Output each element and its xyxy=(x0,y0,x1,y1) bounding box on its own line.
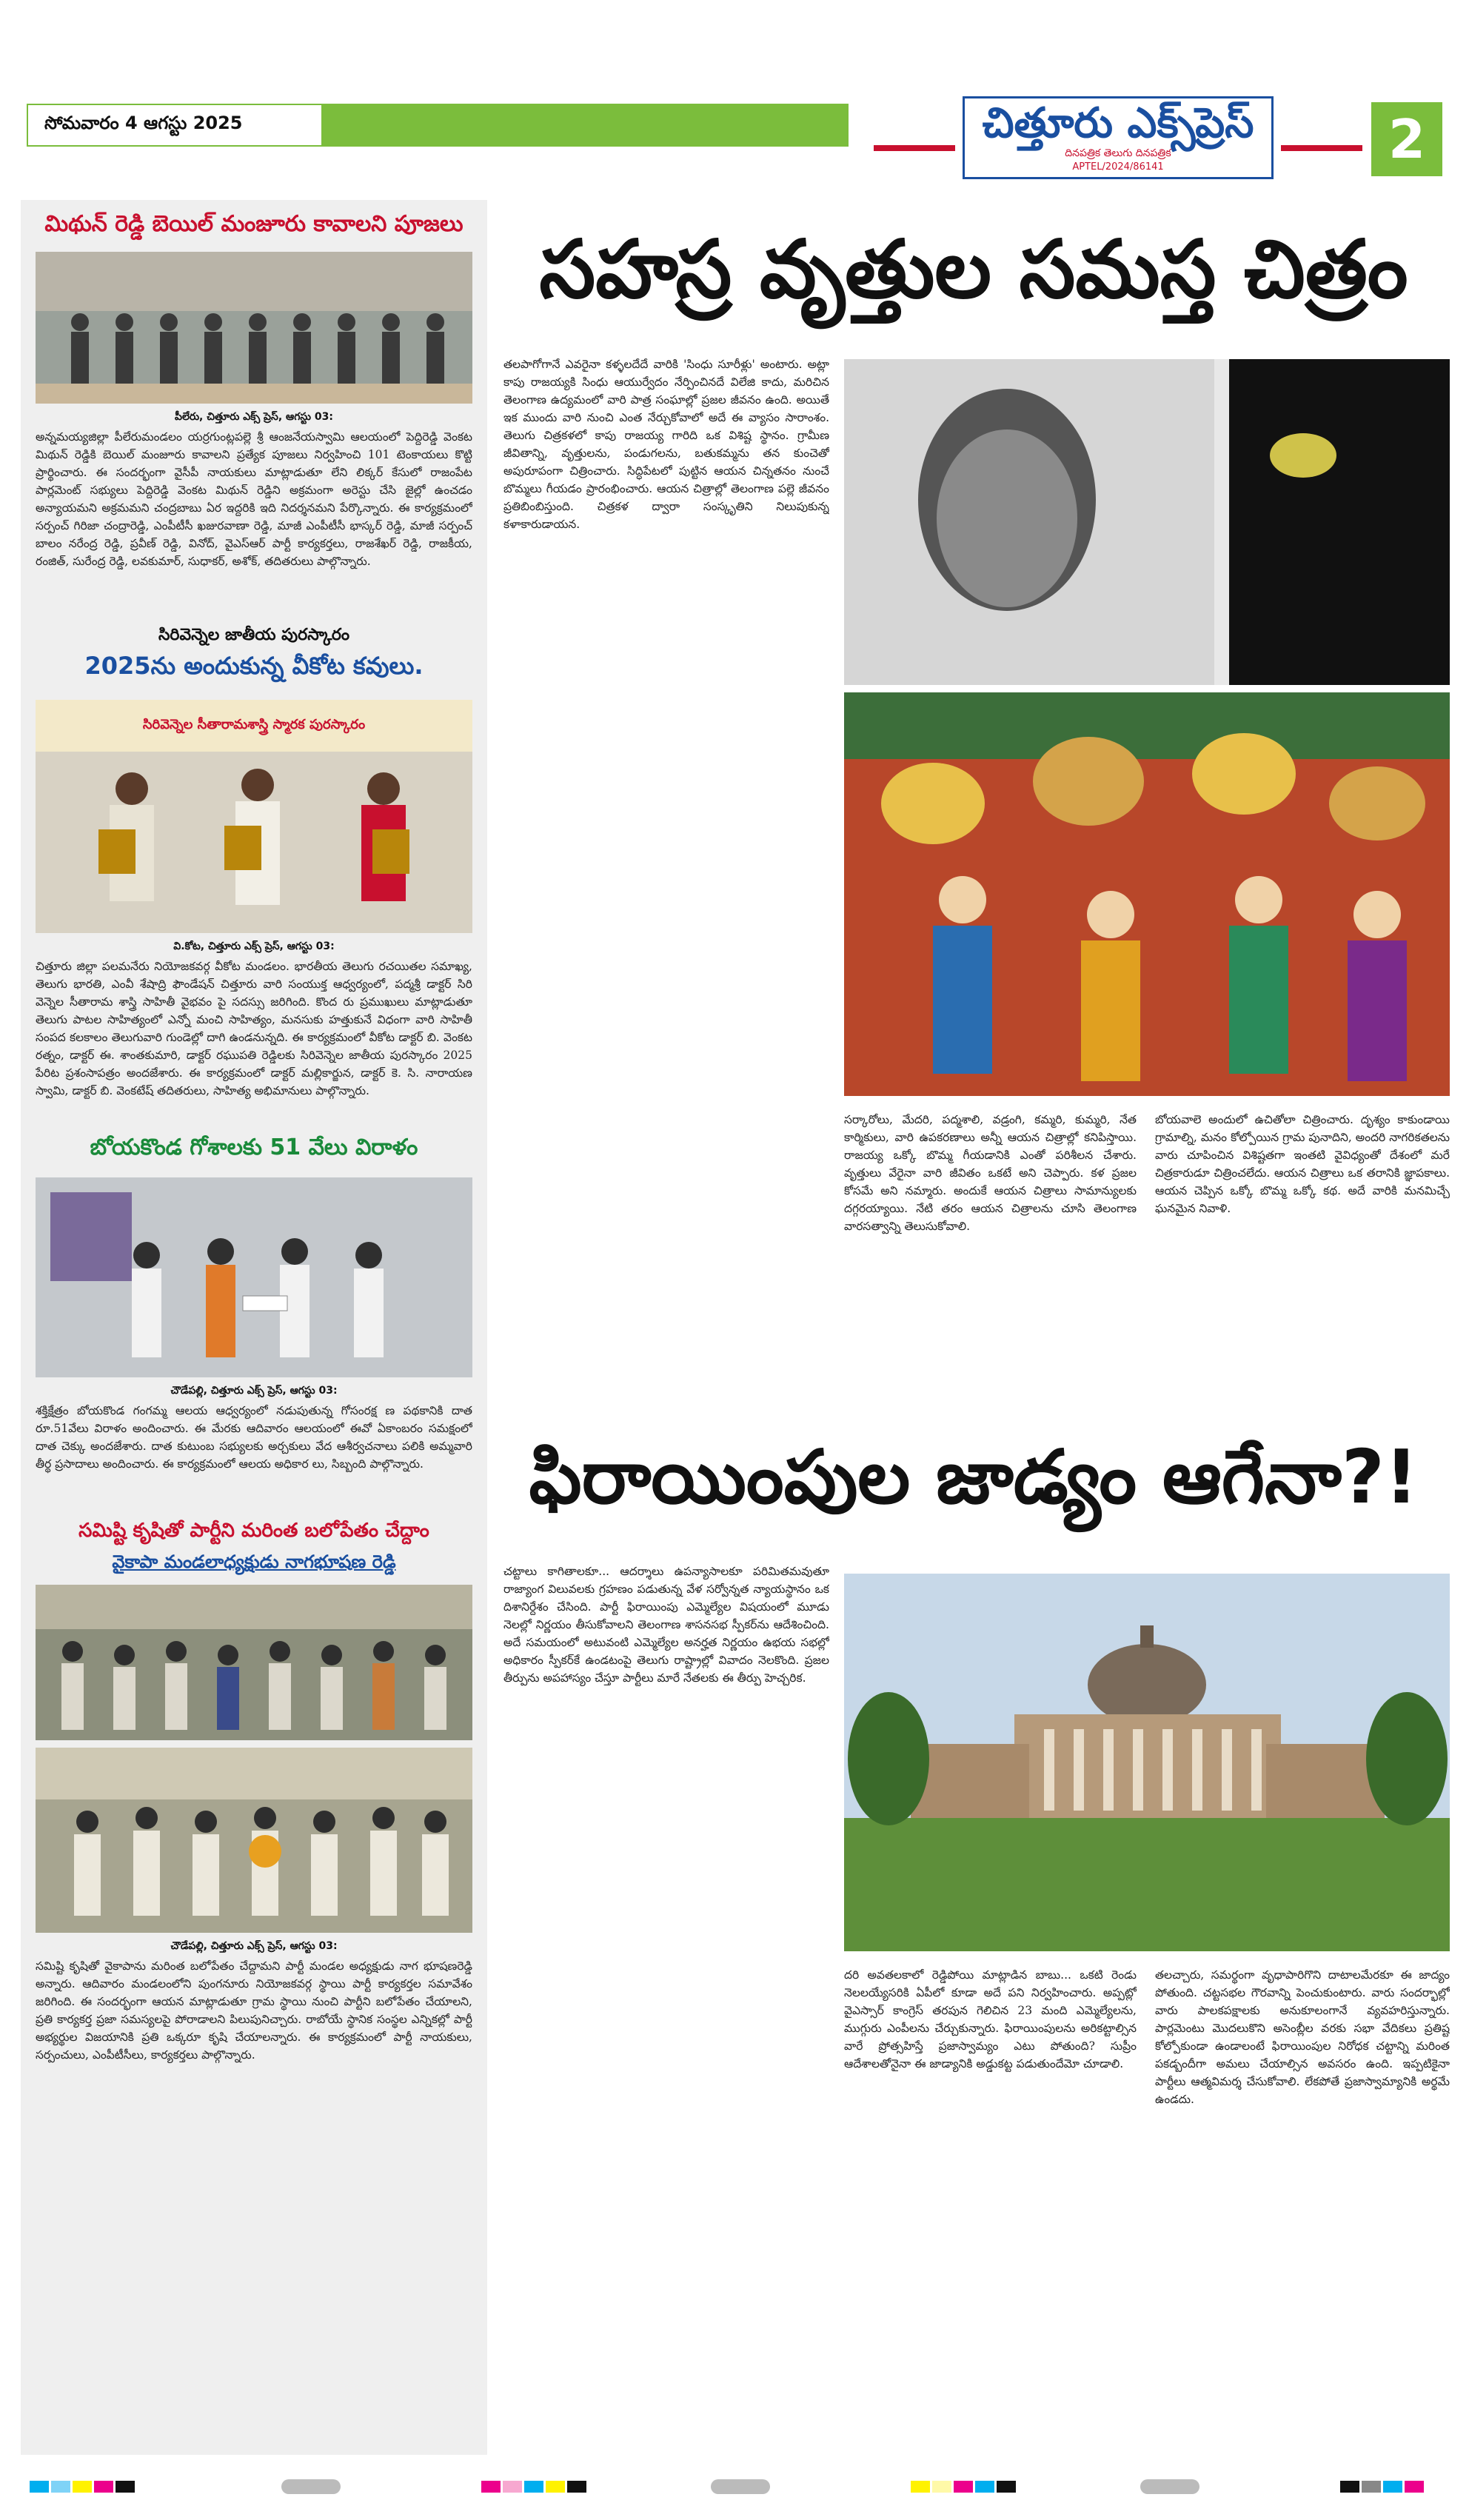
award-banner: సిరివెన్నెల సీతారామశాస్త్రి స్మారక పురస్కారం xyxy=(36,700,472,752)
print-colorbar-left xyxy=(30,2481,137,2496)
group-photo-icon xyxy=(36,252,472,404)
donation-handover-icon xyxy=(36,1177,472,1377)
header-red-rule-right xyxy=(1281,145,1362,151)
story3-body: శక్తిక్షేత్రం బోయకొండ గంగమ్మ ఆలయ ఆధ్వర్యంలో నడుపుతున్న గోసంరక్ష ణ పథకానికి దాత రూ.51వేలు విరాళం అందించారు. ఈ మేరకు ఆదివారం ఆలయంలో ఈవో ఏకాంబరం సమక్షంలో దాత చెక్కు అందజేశారు. దాత కుటుంబ సభ్యులకు అర్చకులు వేద ఆశీర్వచనాలు పలికి అమ్మవారి తీర్థ ప్రసాదాలు అందించారు. ఈ కార్యక్రమంలో ఆలయ అధికార లు, సిబ్బంది పాల్గొన్నారు. xyxy=(36,1404,472,1471)
story2-body: చిత్తూరు జిల్లా పలమనేరు నియోజకవర్గ వీకోట మండలం. భారతీయ తెలుగు రచయితల సమాఖ్య, తెలుగు భారతి, ఎంవీ శేషాద్రి ఫౌండేషన్ చిత్తూరు వారి సంయుక్త ఆధ్వర్యంలో, పద్మశ్రీ డాక్టర్ సిరి వెన్నెల సీతారామ శాస్త్రి సాహితీ వైభవం పై సదస్సు జరిగింది. కొంద రు ప్రముఖులు మాట్లాడుతూ తెలుగు పాటల సాహిత్యంలో ఎన్నో మంచి సాహిత్యం, మనసుకు హత్తుకునే విధంగా వారి సాహితీ సంపద కలకాలం తెలుగువారి గుండెల్లో దాగి ఉండనున్నది. ఈ కార్యక్రమంలో వీకోట డాక్టర్ బి. వెంకట రత్నం, డాక్టర్ ఈ. శాంతకుమారి, డాక్టర్ రఘుపతి రెడ్డిలకు సిరివెన్నెల జాతీయ పురస్కారం 2025 పేరిట ప్రశంసాపత్రం అందజేశారు. ఈ కార్యక్రమంలో డాక్టర్ మల్లికార్జున, డాక్టర్ కె. సి. నారాయణ స్వామి, డాక్టర్ బి. వెంకటేష్ తదితరులు, సాహిత్య అభిమానులు పాల్గొన్నారు. xyxy=(36,960,472,1097)
feature1-body-col1: తలపాగోగానే ఎవరైనా కళ్ళలదేదే వారికి 'సింధు సూరీళ్లు' అంటారు. అట్లా కాపు రాజయ్యకి సింధు ఆయుర్వేదం నేర్పించినదే విలేజి కాదు, మరిచిన తెలంగాణ ఉద్యమంలో వారి పాత్ర సంఘాల్లో ప్రజల జీవనం ఉంది. అయితే ఇక ముందు వారి నుంచి ఎంత నేర్చుకోవాలో అదే ఈ వ్యాసం సారాంశం. తెలుగు చిత్రకళలో కాపు రాజయ్య గారిది ఒక విశిష్ట స్థానం. గ్రామీణ జీవితాన్ని, వృత్తులను, పండుగలను, బతుకమ్మను తన కుంచెతో అపురూపంగా చిత్రించారు. సిద్ధిపేటలో పుట్టిన ఆయన చిన్నతనం నుంచే బొమ్మలు గీయడం ప్రారంభించారు. ఆయన చిత్రాల్లో తెలంగాణ పల్లె జీవనం ప్రతిబింబిస్తుంది. చిత్రకళ ద్వారా సంస్కృతిని నిలుపుకున్న కళాకారుడాయన. xyxy=(503,358,829,531)
masthead-tagline: దినపత్రిక తెలుగు దినపత్రిక xyxy=(1065,147,1171,159)
felicitation-group-icon xyxy=(36,1748,472,1933)
feature1-body-col2: సర్కారోలు, మేదరి, పద్మశాలి, వడ్రంగి, కమ్మరి, కుమ్మరి, నేత కార్మికులు, వారి ఉపకరణాలు అన్నీ ఆయన చిత్రాల్లో కనిపిస్తాయి. రాజయ్య ఒక్కో బొమ్మ గీయడానికి ఎంతో పరిశీలన చేశారు. వృత్తులు వేరైనా వారి జీవితం ఒకటే అని చెప్పారు. కళ ప్రజల కోసమే అని నమ్మారు. అందుకే ఆయన చిత్రాలు సామాన్యులకు దగ్గరయ్యాయి. నేటి తరం ఆయన చిత్రాలను చూసి తెలంగాణ వారసత్వాన్ని తెలుసుకోవాలి. xyxy=(844,1113,1137,1233)
artist-portrait-icon xyxy=(844,359,1450,685)
story1-body: అన్నమయ్యజిల్లా పీలేరుమండలం యర్రగుంట్లపల్లె శ్రీ ఆంజనేయస్వామి ఆలయంలో పెద్దిరెడ్డి వెంకట మిథున్ రెడ్డికి బెయిల్ మంజూరు కావాలని ప్రత్యేక పూజలు నిర్వహించి 101 టెంకాయలు కొట్టి ప్రార్థించారు. ఈ సందర్భంగా వైసీపీ నాయకులు మాట్లాడుతూ లేని లిక్కర్ కేసులో రాజంపేట పార్లమెంట్ సభ్యులు పెద్దిరెడ్డి వెంకట మిథున్ రెడ్డిని అక్రమంగా అరెస్టు చేసి జైల్లో ఉంచడం అన్యాయమని అక్రమమని చంద్రబాబు ఏర ఇద్దరికి ఇది నిదర్శనమని పేర్కొన్నారు. ఈ కార్యక్రమంలో సర్పంచ్ గిరిజా చంద్రారెడ్డి, ఎంపీటీసీ ఖజురవాణా రెడ్డి, మాజీ ఎంపీటీసీ భాస్కర్ రెడ్డి, మాజీ సర్పంచ్ బాలం నరేంద్ర రెడ్డి, ప్రవీణ్ రెడ్డి, వినోద్, వైఎస్ఆర్ పార్టీ కార్యకర్తలు, రాజశేఖర్ రెడ్డి, రాజకీయ, రంజిత్, సురేంద్ర రెడ్డి, లవకుమార్, సుధాకర్, అశోక్, తదితరులు పాల్గొన్నారు. xyxy=(36,430,472,568)
award-recipients-icon xyxy=(36,700,472,933)
story1-dateline: పీలేరు, చిత్తూరు ఎక్స్ ప్రెస్, ఆగస్టు 03: xyxy=(175,411,333,423)
print-register-mark-3 xyxy=(1140,2479,1199,2494)
print-register-mark-2 xyxy=(711,2479,770,2494)
print-colorbar-right xyxy=(1340,2481,1426,2496)
feature2-body-col1: చట్టాలు కాగితాలకూ... ఆదర్శాలు ఉపన్యాసాలకూ పరిమితమవుతూ రాజ్యాంగ విలువలకు గ్రహణం పడుతున్న వేళ సర్వోన్నత న్యాయస్థానం ఒక దిశానిర్దేశం చేసింది. పార్టీ ఫిరాయింపు ఎమ్మెల్యేల విషయంలో మూడు నెలల్లో నిర్ణయం తీసుకోవాలని తెలంగాణ శాసనసభ స్పీకర్‌ను ఆదేశించింది. అదే సమయంలో అటువంటి ఎమ్మెల్యేల అనర్హత నిర్ణయం ఉభయ సభల్లో అధికారం స్పీకర్‌కే ఉండటంపై తెలుగు రాష్ట్రాల్లో వివాదం నెలకొంది. ప్రజల తీర్పును అపహాస్యం చేస్తూ పార్టీలు మారే నేతలకు ఈ తీర్పు హెచ్చరిక. xyxy=(503,1565,829,1685)
story4-subhead: వైకాపా మండలాధ్యక్షుడు నాగభూషణ రెడ్డి xyxy=(112,1551,396,1572)
story4-headline: సమిష్టి కృషితో పార్టీని మరింత బలోపేతం చేద్దాం xyxy=(78,1520,429,1542)
feature2-body-col2: దరి అవతలకాలో రెడ్డిపోయి మాట్లాడిన బాబు... ఒకటి రెండు నెలలయ్యేసరికి ఏపీలో కూడా అదే పని నిర్వహించారు. అప్పట్లో వైఎస్సార్ కాంగ్రెస్ తరపున గెలిచిన 23 మంది ఎమ్మెల్యేలను, ముగ్గురు ఎంపీలను చేర్చుకున్నారు. ఫిరాయింపులను అరికట్టాల్సిన వారే ప్రోత్సహిస్తే ప్రజాస్వామ్యం ఎటు పోతుంది? సుప్రీం ఆదేశాలతోనైనా ఈ జాడ్యానికి అడ్డుకట్ట పడుతుందేమో చూడాలి. xyxy=(844,1968,1137,2071)
header-red-rule-left xyxy=(874,145,955,151)
story4-dateline: చౌడేపల్లి, చిత్తూరు ఎక్స్ ప్రెస్, ఆగస్టు 03: xyxy=(170,1940,338,1952)
feature1-headline: సహస్ర వృత్తుల సమస్త చిత్రం xyxy=(539,224,1408,316)
story3-dateline: చౌడేపల్లి, చిత్తూరు ఎక్స్ ప్రెస్, ఆగస్టు 03: xyxy=(170,1385,338,1397)
masthead-regno: APTEL/2024/86141 xyxy=(1072,161,1164,173)
story1-headline: మిథున్ రెడ్డి బెయిల్ మంజూరు కావాలని పూజలు xyxy=(44,211,464,237)
story3-photo xyxy=(36,1177,472,1377)
meeting-crowd-icon xyxy=(36,1585,472,1740)
feature1-painting-photo xyxy=(844,692,1450,1096)
feature2-headline: ఫిరాయింపుల జాడ్యం ఆగేనా?! xyxy=(529,1434,1419,1520)
story2-dateline: వి.కోట, చిత్తూరు ఎక్స్ ప్రెస్, ఆగస్టు 03: xyxy=(173,940,335,952)
feature2-body-col3: తలచ్చారు, సమర్థంగా వృధాపారిగొని దాటాలమేరకూ ఈ జాద్యం పోతుంది. చట్టసభల గౌరవాన్ని పెంచుకుంటారు. వారు సందర్భాల్లో వారు పాలకపక్షాలకు అనుకూలంగానే వ్యవహరిస్తున్నారు. పార్లమెంటు మొదలుకొని అసెంబ్లీల వరకు సభా వేదికలు ప్రతిష్ట కోల్పోకుండా ఉండాలంటే ఫిరాయింపుల నిరోధక చట్టాన్ని మరింత పకడ్బందీగా అమలు చేయాల్సిన అవసరం ఉంది. ఇప్పటికైనా పార్టీలు ఆత్మవిమర్శ చేసుకోవాలి. లేకపోతే ప్రజాస్వామ్యానికి అర్థమే ఉండదు. xyxy=(1155,1968,1450,2106)
print-colorbar-center-right xyxy=(911,2481,1018,2496)
story1-photo xyxy=(36,252,472,404)
print-register-mark-1 xyxy=(281,2479,341,2494)
story2-headline: 2025ను అందుకున్న వీకోట కవులు. xyxy=(84,652,424,680)
masthead-title: చిత్తూరు ఎక్స్‌ప్రెస్ xyxy=(982,99,1254,147)
village-women-painting-icon xyxy=(844,692,1450,1096)
issue-date: సోమవారం 4 ఆగస్టు 2025 xyxy=(27,104,323,147)
story4-photo-bottom xyxy=(36,1748,472,1933)
story2-kicker: సిరివెన్నెల జాతీయ పురస్కారం xyxy=(158,626,350,644)
supreme-court-building-icon xyxy=(844,1574,1450,1951)
page-number: 2 xyxy=(1371,102,1442,176)
print-colorbar-center xyxy=(481,2481,589,2496)
story4-body: సమిష్టి కృషితో వైకాపాను మరింత బలోపేతం చేద్దామని పార్టీ మండల అధ్యక్షుడు నాగ భూషణరెడ్డి అన్నారు. ఆదివారం మండలంలోని పుంగనూరు నియోజకవర్గ స్థాయి పార్టీ కార్యకర్తల సమావేశం జరిగింది. ఈ సందర్భంగా ఆయన మాట్లాడుతూ గ్రామ స్థాయి నుంచి పార్టీని బలోపేతం చేయాలని, ప్రతి కార్యకర్త ప్రజా సమస్యలపై పోరాడాలని పిలుపునిచ్చారు. రాబోయే స్థానిక సంస్థల ఎన్నికల్లో పార్టీ అభ్యర్థుల విజయానికి ప్రతి ఒక్కరూ కృషి చేయాలన్నారు. ఈ కార్యక్రమంలో పార్టీ నాయకులు, సర్పంచులు, ఎంపీటీసీలు, కార్యకర్తలు పాల్గొన్నారు. xyxy=(36,1959,472,2062)
story2-photo xyxy=(36,700,472,933)
feature1-portrait-photo xyxy=(844,359,1450,685)
story3-headline: బోయకొండ గోశాలకు 51 వేలు విరాళం xyxy=(90,1134,418,1160)
feature2-court-photo xyxy=(844,1574,1450,1951)
masthead xyxy=(963,96,1274,179)
story4-photo-top xyxy=(36,1585,472,1740)
feature1-body-col3: బోయవాలె అందులో ఉచితోలా చిత్రించారు. దృశ్యం కాకుండాయి గ్రామాల్ని, మనం కోల్పోయిన గ్రామ పునాదిని, అందరి నాగరికతలను వారు చూపించిన విశిష్టతగా ఇంతటి వైవిధ్యంతో దేశంలో మరే చిత్రకారుడూ చిత్రించలేదు. ఆయన చిత్రాలు ఒక తరానికి జ్ఞాపకాలు. ఆయన చెప్పిన ఒక్కో బొమ్మ ఒక్కో కథ. అదే వారికి మనమిచ్చే ఘనమైన నివాళి. xyxy=(1155,1113,1450,1215)
